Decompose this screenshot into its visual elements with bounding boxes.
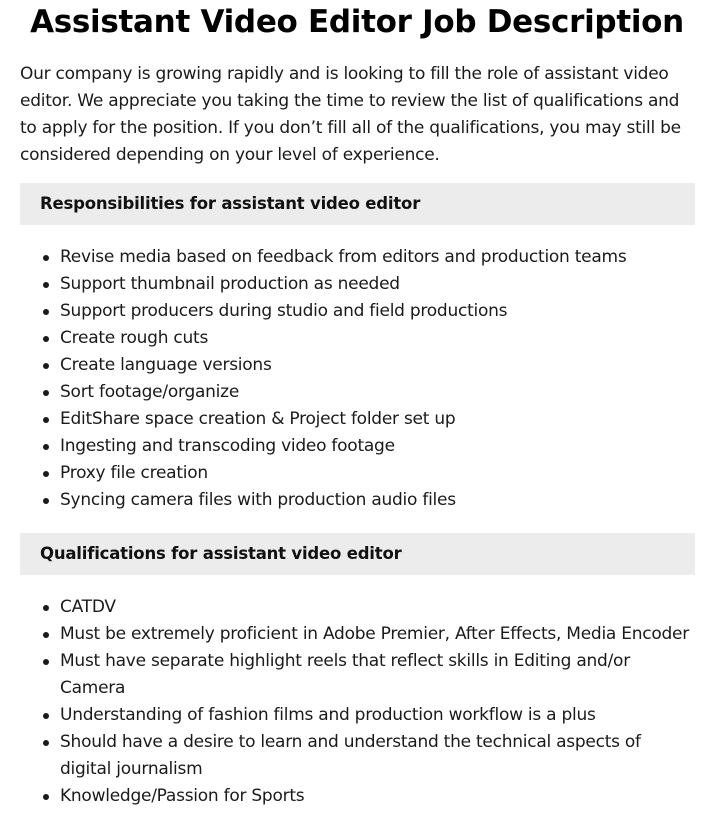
list-item bbox=[60, 783, 696, 810]
bullet-icon bbox=[43, 740, 49, 746]
bullet-icon bbox=[43, 390, 49, 396]
bullet-icon bbox=[43, 309, 49, 315]
list-item bbox=[60, 433, 696, 460]
bullet-icon bbox=[43, 605, 49, 611]
page-title: Assistant Video Editor Job Description bbox=[30, 4, 684, 40]
list-item-text: Support producers during studio and field productions bbox=[60, 301, 508, 321]
bullet-icon bbox=[43, 632, 49, 638]
qualifications-heading: Qualifications for assistant video editor bbox=[40, 544, 402, 563]
list-item-text: Proxy file creation bbox=[60, 463, 208, 483]
list-item-text: EditShare space creation & Project folder set up bbox=[60, 409, 456, 429]
list-item-text: Create rough cuts bbox=[60, 328, 209, 348]
bullet-icon bbox=[43, 336, 49, 342]
list-item-text: Understanding of fashion films and production workflow is a plus bbox=[60, 705, 596, 725]
responsibilities-list bbox=[20, 244, 696, 514]
bullet-icon bbox=[43, 444, 49, 450]
bullet-icon bbox=[43, 255, 49, 261]
list-item-text: Syncing camera files with production audio files bbox=[60, 490, 456, 510]
list-item-text: Should have a desire to learn and understand the technical aspects of digital journalism bbox=[60, 732, 641, 779]
list-item bbox=[60, 594, 696, 621]
intro-paragraph: Our company is growing rapidly and is looking to fill the role of assistant video editor. We appreciate you taking the time to review the list of qualifications and to apply for the position. If you don’t fill all of the qualifications, you may still be considered depending on your level of experience. bbox=[20, 64, 681, 165]
list-item-text: Ingesting and transcoding video footage bbox=[60, 436, 395, 456]
responsibilities-heading: Responsibilities for assistant video editor bbox=[40, 194, 421, 213]
list-item bbox=[60, 648, 696, 702]
bullet-icon bbox=[43, 498, 49, 504]
bullet-icon bbox=[43, 282, 49, 288]
bullet-icon bbox=[43, 363, 49, 369]
list-item bbox=[60, 325, 696, 352]
list-item-text: Revise media based on feedback from editors and production teams bbox=[60, 247, 627, 267]
list-item bbox=[60, 621, 696, 648]
list-item bbox=[60, 406, 696, 433]
list-item-text: Support thumbnail production as needed bbox=[60, 274, 400, 294]
bullet-icon bbox=[43, 471, 49, 477]
list-item bbox=[60, 271, 696, 298]
list-item-text: CATDV bbox=[60, 597, 116, 617]
list-item bbox=[60, 460, 696, 487]
list-item bbox=[60, 702, 696, 729]
bullet-icon bbox=[43, 659, 49, 665]
qualifications-section-header bbox=[20, 533, 695, 575]
bullet-icon bbox=[43, 417, 49, 423]
list-item-text: Must have separate highlight reels that reflect skills in Editing and/or Camera bbox=[60, 651, 630, 698]
list-item bbox=[60, 729, 696, 783]
list-item bbox=[60, 379, 696, 406]
bullet-icon bbox=[43, 713, 49, 719]
qualifications-list bbox=[20, 594, 696, 810]
responsibilities-section-header bbox=[20, 183, 695, 225]
list-item-text: Create language versions bbox=[60, 355, 272, 375]
list-item bbox=[60, 298, 696, 325]
list-item-text: Sort footage/organize bbox=[60, 382, 240, 402]
list-item bbox=[60, 352, 696, 379]
list-item bbox=[60, 244, 696, 271]
list-item-text: Must be extremely proficient in Adobe Premier, After Effects, Media Encoder bbox=[60, 624, 690, 644]
list-item bbox=[60, 487, 696, 514]
bullet-icon bbox=[43, 794, 49, 800]
list-item-text: Knowledge/Passion for Sports bbox=[60, 786, 305, 806]
